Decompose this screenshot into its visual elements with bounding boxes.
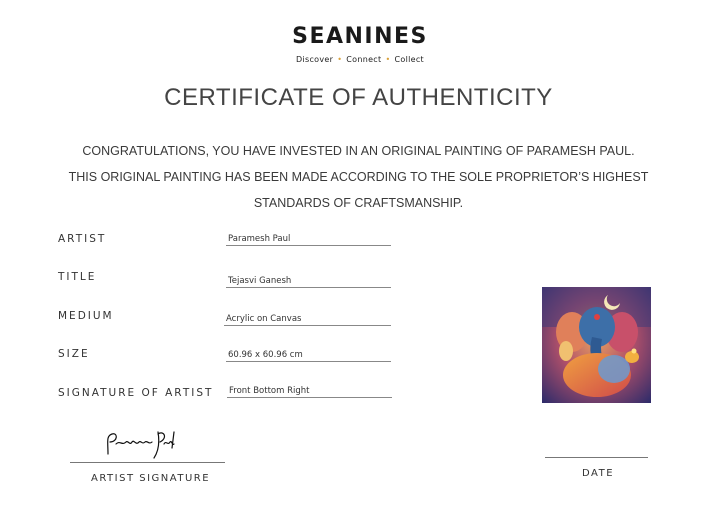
tagline-separator-icon: • <box>385 55 391 64</box>
field-label-title: TITLE <box>58 271 97 283</box>
body-line-2: THIS ORIGINAL PAINTING HAS BEEN MADE ACCORDING TO THE SOLE PROPRIETOR’S HIGHEST <box>68 170 649 184</box>
tagline-connect: Connect <box>346 55 382 64</box>
body-line-1: CONGRATULATIONS, YOU HAVE INVESTED IN AN ORIGINAL PAINTING OF PARAMESH PAUL. <box>82 144 635 158</box>
field-value-size: 60.96 x 60.96 cm <box>226 349 391 362</box>
tagline-collect: Collect <box>394 55 424 64</box>
field-value-medium: Acrylic on Canvas <box>224 313 391 326</box>
field-value-signature: Front Bottom Right <box>227 385 392 398</box>
certificate-title: CERTIFICATE OF AUTHENTICITY <box>164 84 553 111</box>
tagline-separator-icon: • <box>337 55 343 64</box>
artist-signature-label: ARTIST SIGNATURE <box>91 473 211 484</box>
field-value-title: Tejasvi Ganesh <box>226 275 391 288</box>
field-value-artist: Paramesh Paul <box>226 233 391 246</box>
tagline-discover: Discover <box>296 55 334 64</box>
field-label-artist: ARTIST <box>58 233 107 245</box>
date-label: DATE <box>582 468 615 479</box>
field-label-signature: SIGNATURE OF ARTIST <box>58 387 214 399</box>
field-label-medium: MEDIUM <box>58 310 114 322</box>
artist-signature <box>102 428 182 462</box>
brand-tagline <box>0 55 720 64</box>
brand-logo: SEANINES <box>292 24 428 49</box>
field-label-size: SIZE <box>58 348 90 360</box>
artwork-image <box>542 287 651 403</box>
body-line-3: STANDARDS OF CRAFTSMANSHIP. <box>253 196 464 210</box>
date-line <box>545 457 648 458</box>
artist-signature-line <box>70 462 225 463</box>
